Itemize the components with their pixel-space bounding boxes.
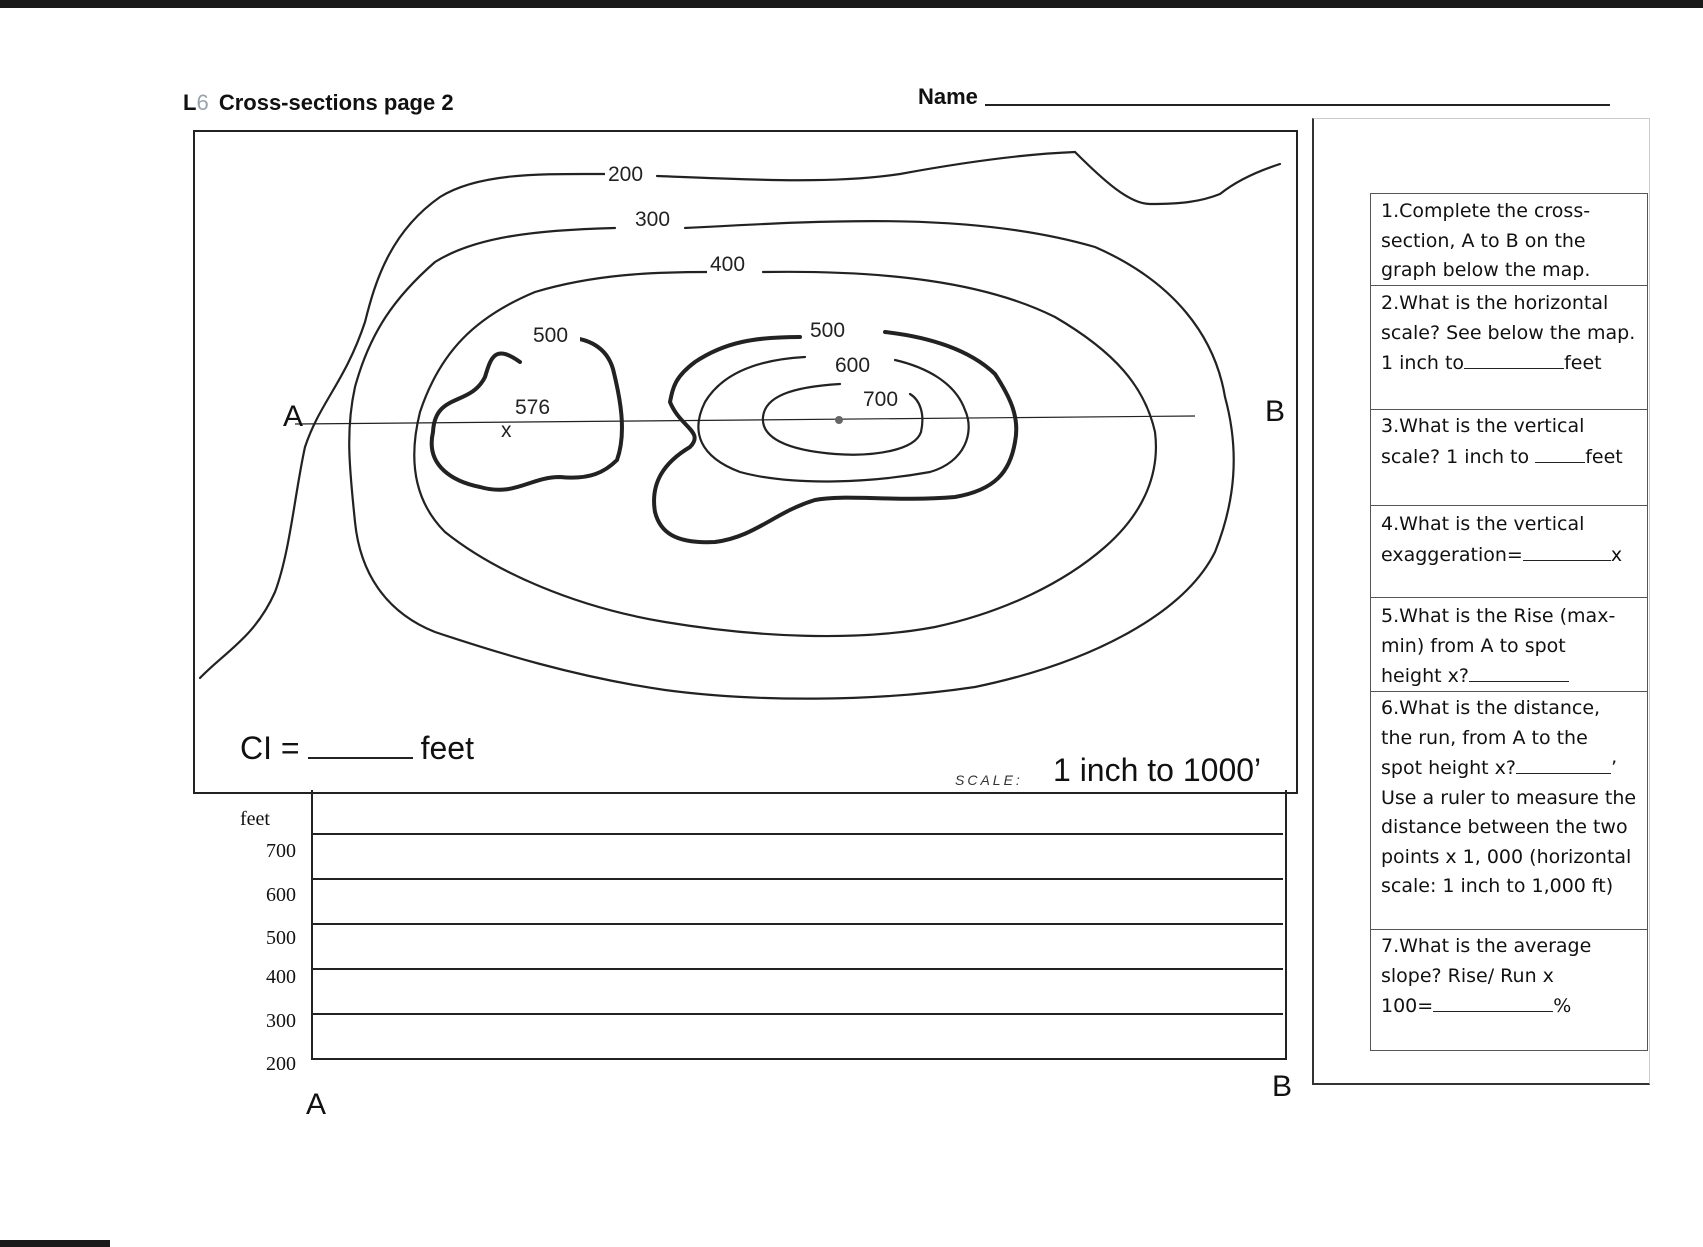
question-1: 1.Complete the cross-section, A to B on the graph below the map.	[1371, 194, 1647, 286]
title-prefix: L	[183, 90, 197, 115]
page-title	[183, 90, 454, 116]
ci-prefix: CI =	[240, 730, 300, 766]
y-tick-300: 300	[266, 1010, 296, 1032]
gridline-700	[313, 833, 1283, 835]
q5-answer-blank[interactable]	[1469, 661, 1569, 682]
name-label: Name	[918, 84, 978, 109]
ci-unit: feet	[420, 730, 474, 766]
graph-point-b: B	[1272, 1070, 1293, 1103]
question-6: 6.What is the distance, the run, from A to the spot height x? ’ Use a ruler to measure the distance between the two points x 1, 000 (horizontal scale: 1 inch to 1,000 ft)	[1371, 692, 1647, 930]
gridline-500	[313, 923, 1283, 925]
title-ghost-mark: 6	[196, 90, 209, 115]
question-5: 5.What is the Rise (max-min) from A to spot height x?	[1371, 598, 1647, 692]
gridline-300	[313, 1013, 1283, 1015]
contour-400	[414, 272, 1156, 636]
name-input-line[interactable]	[985, 104, 1610, 106]
contour-interval	[240, 730, 474, 767]
contour-label-400: 400	[710, 253, 746, 276]
contour-label-500-left: 500	[533, 324, 569, 347]
q4-answer-blank[interactable]	[1523, 540, 1611, 561]
gridline-600	[313, 878, 1283, 880]
q3-answer-blank[interactable]	[1535, 442, 1585, 463]
map-point-b: B	[1265, 395, 1286, 428]
q6-answer-blank[interactable]	[1516, 753, 1611, 774]
graph-point-a: A	[306, 1088, 327, 1121]
scan-top-edge	[0, 0, 1703, 8]
topographic-map	[193, 130, 1298, 794]
spot-height-mark: x	[501, 419, 512, 442]
map-point-a: A	[283, 400, 304, 433]
question-3: 3.What is the vertical scale? 1 inch to feet	[1371, 410, 1647, 506]
section-line-a-b	[295, 416, 1195, 424]
contour-300	[349, 221, 1233, 699]
scale-label: SCALE:	[955, 772, 1023, 788]
title-text: Cross-sections page 2	[218, 90, 454, 115]
q2-answer-blank[interactable]	[1464, 348, 1564, 369]
question-7: 7.What is the average slope? Rise/ Run x 100= %	[1381, 935, 1592, 1017]
ci-answer-blank[interactable]	[308, 735, 413, 759]
summit-dot	[835, 416, 843, 424]
y-tick-500: 500	[266, 927, 296, 949]
contour-200	[200, 152, 1280, 678]
question-4: 4.What is the vertical exaggeration= x	[1371, 506, 1647, 598]
contour-label-700: 700	[863, 388, 899, 411]
question-2: 2.What is the horizontal scale? See below the map. 1 inch to feet	[1371, 286, 1647, 410]
gridline-400	[313, 968, 1283, 970]
questions-box	[1370, 193, 1648, 1051]
y-tick-200: 200	[266, 1053, 296, 1075]
q7-answer-blank[interactable]	[1433, 991, 1553, 1012]
contour-label-300: 300	[635, 208, 671, 231]
y-tick-600: 600	[266, 884, 296, 906]
scale-value: 1 inch to 1000’	[1053, 752, 1262, 788]
y-tick-700: 700	[266, 840, 296, 862]
contour-label-200: 200	[608, 163, 644, 186]
contour-label-600: 600	[835, 354, 871, 377]
y-tick-400: 400	[266, 966, 296, 988]
cross-section-graph[interactable]	[311, 790, 1287, 1060]
scan-bottom-edge	[0, 1240, 110, 1247]
contour-drawing	[195, 132, 1300, 796]
contour-label-500-right: 500	[810, 319, 846, 342]
graph-unit-label: feet	[240, 808, 270, 830]
spot-height-label: 576	[515, 396, 551, 419]
